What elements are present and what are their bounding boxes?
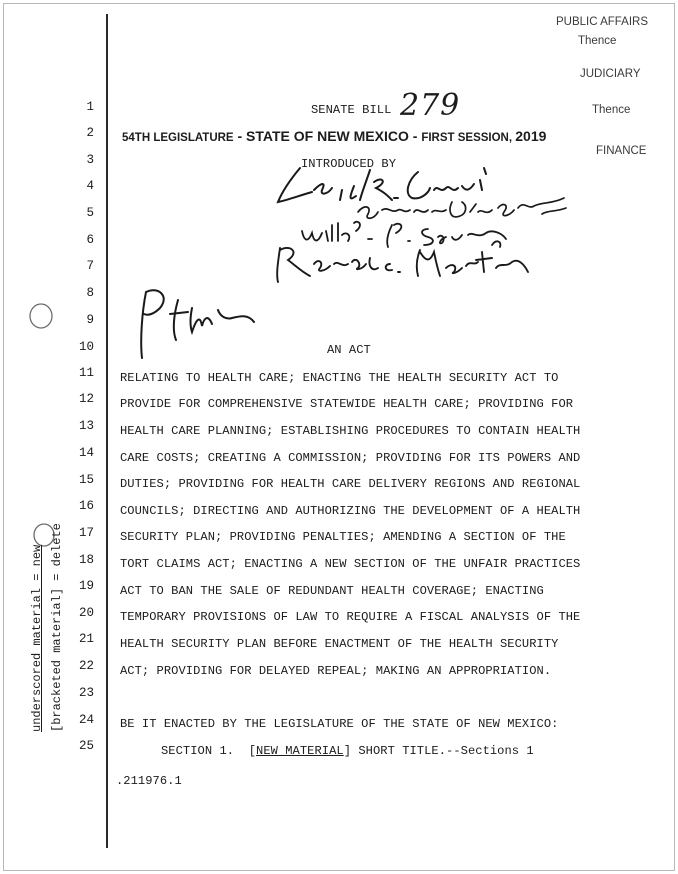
act-line: PROVIDE FOR COMPREHENSIVE STATEWIDE HEALTH CARE; PROVIDING FOR xyxy=(120,397,574,411)
line-number: 11 xyxy=(78,366,94,380)
act-line: ACT TO BAN THE SALE OF REDUNDANT HEALTH COVERAGE; ENACTING xyxy=(120,584,544,598)
stamp-judiciary: JUDICIARY xyxy=(580,68,641,80)
legislature-heading xyxy=(122,128,572,146)
line-number: 14 xyxy=(78,446,94,460)
new-material-tag: NEW MATERIAL xyxy=(256,744,344,758)
session-year: 2019 xyxy=(515,128,547,144)
line-number: 8 xyxy=(86,286,94,300)
line-number: 22 xyxy=(78,659,94,673)
section-short-title: SHORT TITLE.--Sections 1 xyxy=(358,744,534,758)
sidebar-underscored-legend: underscored material = new xyxy=(30,544,44,732)
act-line: CARE COSTS; CREATING A COMMISSION; PROVIDING FOR ITS POWERS AND xyxy=(120,451,581,465)
line-number: 23 xyxy=(78,686,94,700)
state-text: - STATE OF NEW MEXICO - xyxy=(233,128,422,144)
section-1-line: SECTION 1. [NEW MATERIAL] SHORT TITLE.--Sections 1 xyxy=(161,744,534,758)
line-number: 24 xyxy=(78,713,94,727)
margin-rule xyxy=(106,14,108,848)
enacting-clause: BE IT ENACTED BY THE LEGISLATURE OF THE STATE OF NEW MEXICO: xyxy=(120,717,559,731)
act-title: AN ACT xyxy=(327,343,371,357)
line-number: 7 xyxy=(86,259,94,273)
sidebar-bracketed-legend: [bracketed material] = delete xyxy=(50,523,64,732)
session-text: FIRST SESSION, xyxy=(421,132,516,144)
act-line: RELATING TO HEALTH CARE; ENACTING THE HEALTH SECURITY ACT TO xyxy=(120,371,559,385)
stamp-public-affairs: PUBLIC AFFAIRS xyxy=(556,16,649,28)
act-line: HEALTH SECURITY PLAN BEFORE ENACTMENT OF THE HEALTH SECURITY xyxy=(120,637,559,651)
line-number: 9 xyxy=(86,313,94,327)
act-line: ACT; PROVIDING FOR DELAYED REPEAL; MAKING AN APPROPRIATION. xyxy=(120,664,552,678)
line-number: 4 xyxy=(86,179,94,193)
initials-pfm xyxy=(130,284,280,364)
act-line: TEMPORARY PROVISIONS OF LAW TO REQUIRE A FISCAL ANALYSIS OF THE xyxy=(120,610,581,624)
bill-number: 279 xyxy=(400,88,461,123)
act-line: TORT CLAIMS ACT; ENACTING A NEW SECTION OF THE UNFAIR PRACTICES xyxy=(120,557,581,571)
line-number: 5 xyxy=(86,206,94,220)
hole-punch-icon xyxy=(28,302,56,332)
line-number: 13 xyxy=(78,419,94,433)
line-number: 16 xyxy=(78,499,94,513)
line-number: 10 xyxy=(78,340,94,354)
line-number: 3 xyxy=(86,153,94,167)
line-number: 15 xyxy=(78,473,94,487)
line-number: 25 xyxy=(78,739,94,753)
legislature-prefix: 54TH LEGISLATURE xyxy=(122,132,234,144)
line-number: 19 xyxy=(78,579,94,593)
line-number: 1 xyxy=(86,100,94,114)
line-number: 17 xyxy=(78,526,94,540)
act-line: COUNCILS; DIRECTING AND AUTHORIZING THE DEVELOPMENT OF A HEALTH xyxy=(120,504,581,518)
introduced-by: INTRODUCED BY xyxy=(301,157,396,171)
act-line: DUTIES; PROVIDING FOR HEALTH CARE DELIVERY REGIONS AND REGIONAL xyxy=(120,477,581,491)
act-line: SECURITY PLAN; PROVIDING PENALTIES; AMENDING A SECTION OF THE xyxy=(120,530,566,544)
footer-code: .211976.1 xyxy=(116,774,182,788)
line-number: 2 xyxy=(86,126,94,140)
stamp-thence-2: Thence xyxy=(592,104,631,116)
line-number: 21 xyxy=(78,632,94,646)
senate-bill-label: SENATE BILL xyxy=(311,103,392,117)
line-number: 20 xyxy=(78,606,94,620)
act-line: HEALTH CARE PLANNING; ESTABLISHING PROCEDURES TO CONTAIN HEALTH xyxy=(120,424,581,438)
section-label: SECTION 1. xyxy=(161,744,235,758)
line-number: 12 xyxy=(78,392,94,406)
stamp-thence-1: Thence xyxy=(578,35,617,47)
stamp-finance: FINANCE xyxy=(596,145,647,157)
line-number: 6 xyxy=(86,233,94,247)
line-number: 18 xyxy=(78,553,94,567)
signature-richard-martinez xyxy=(270,238,540,288)
